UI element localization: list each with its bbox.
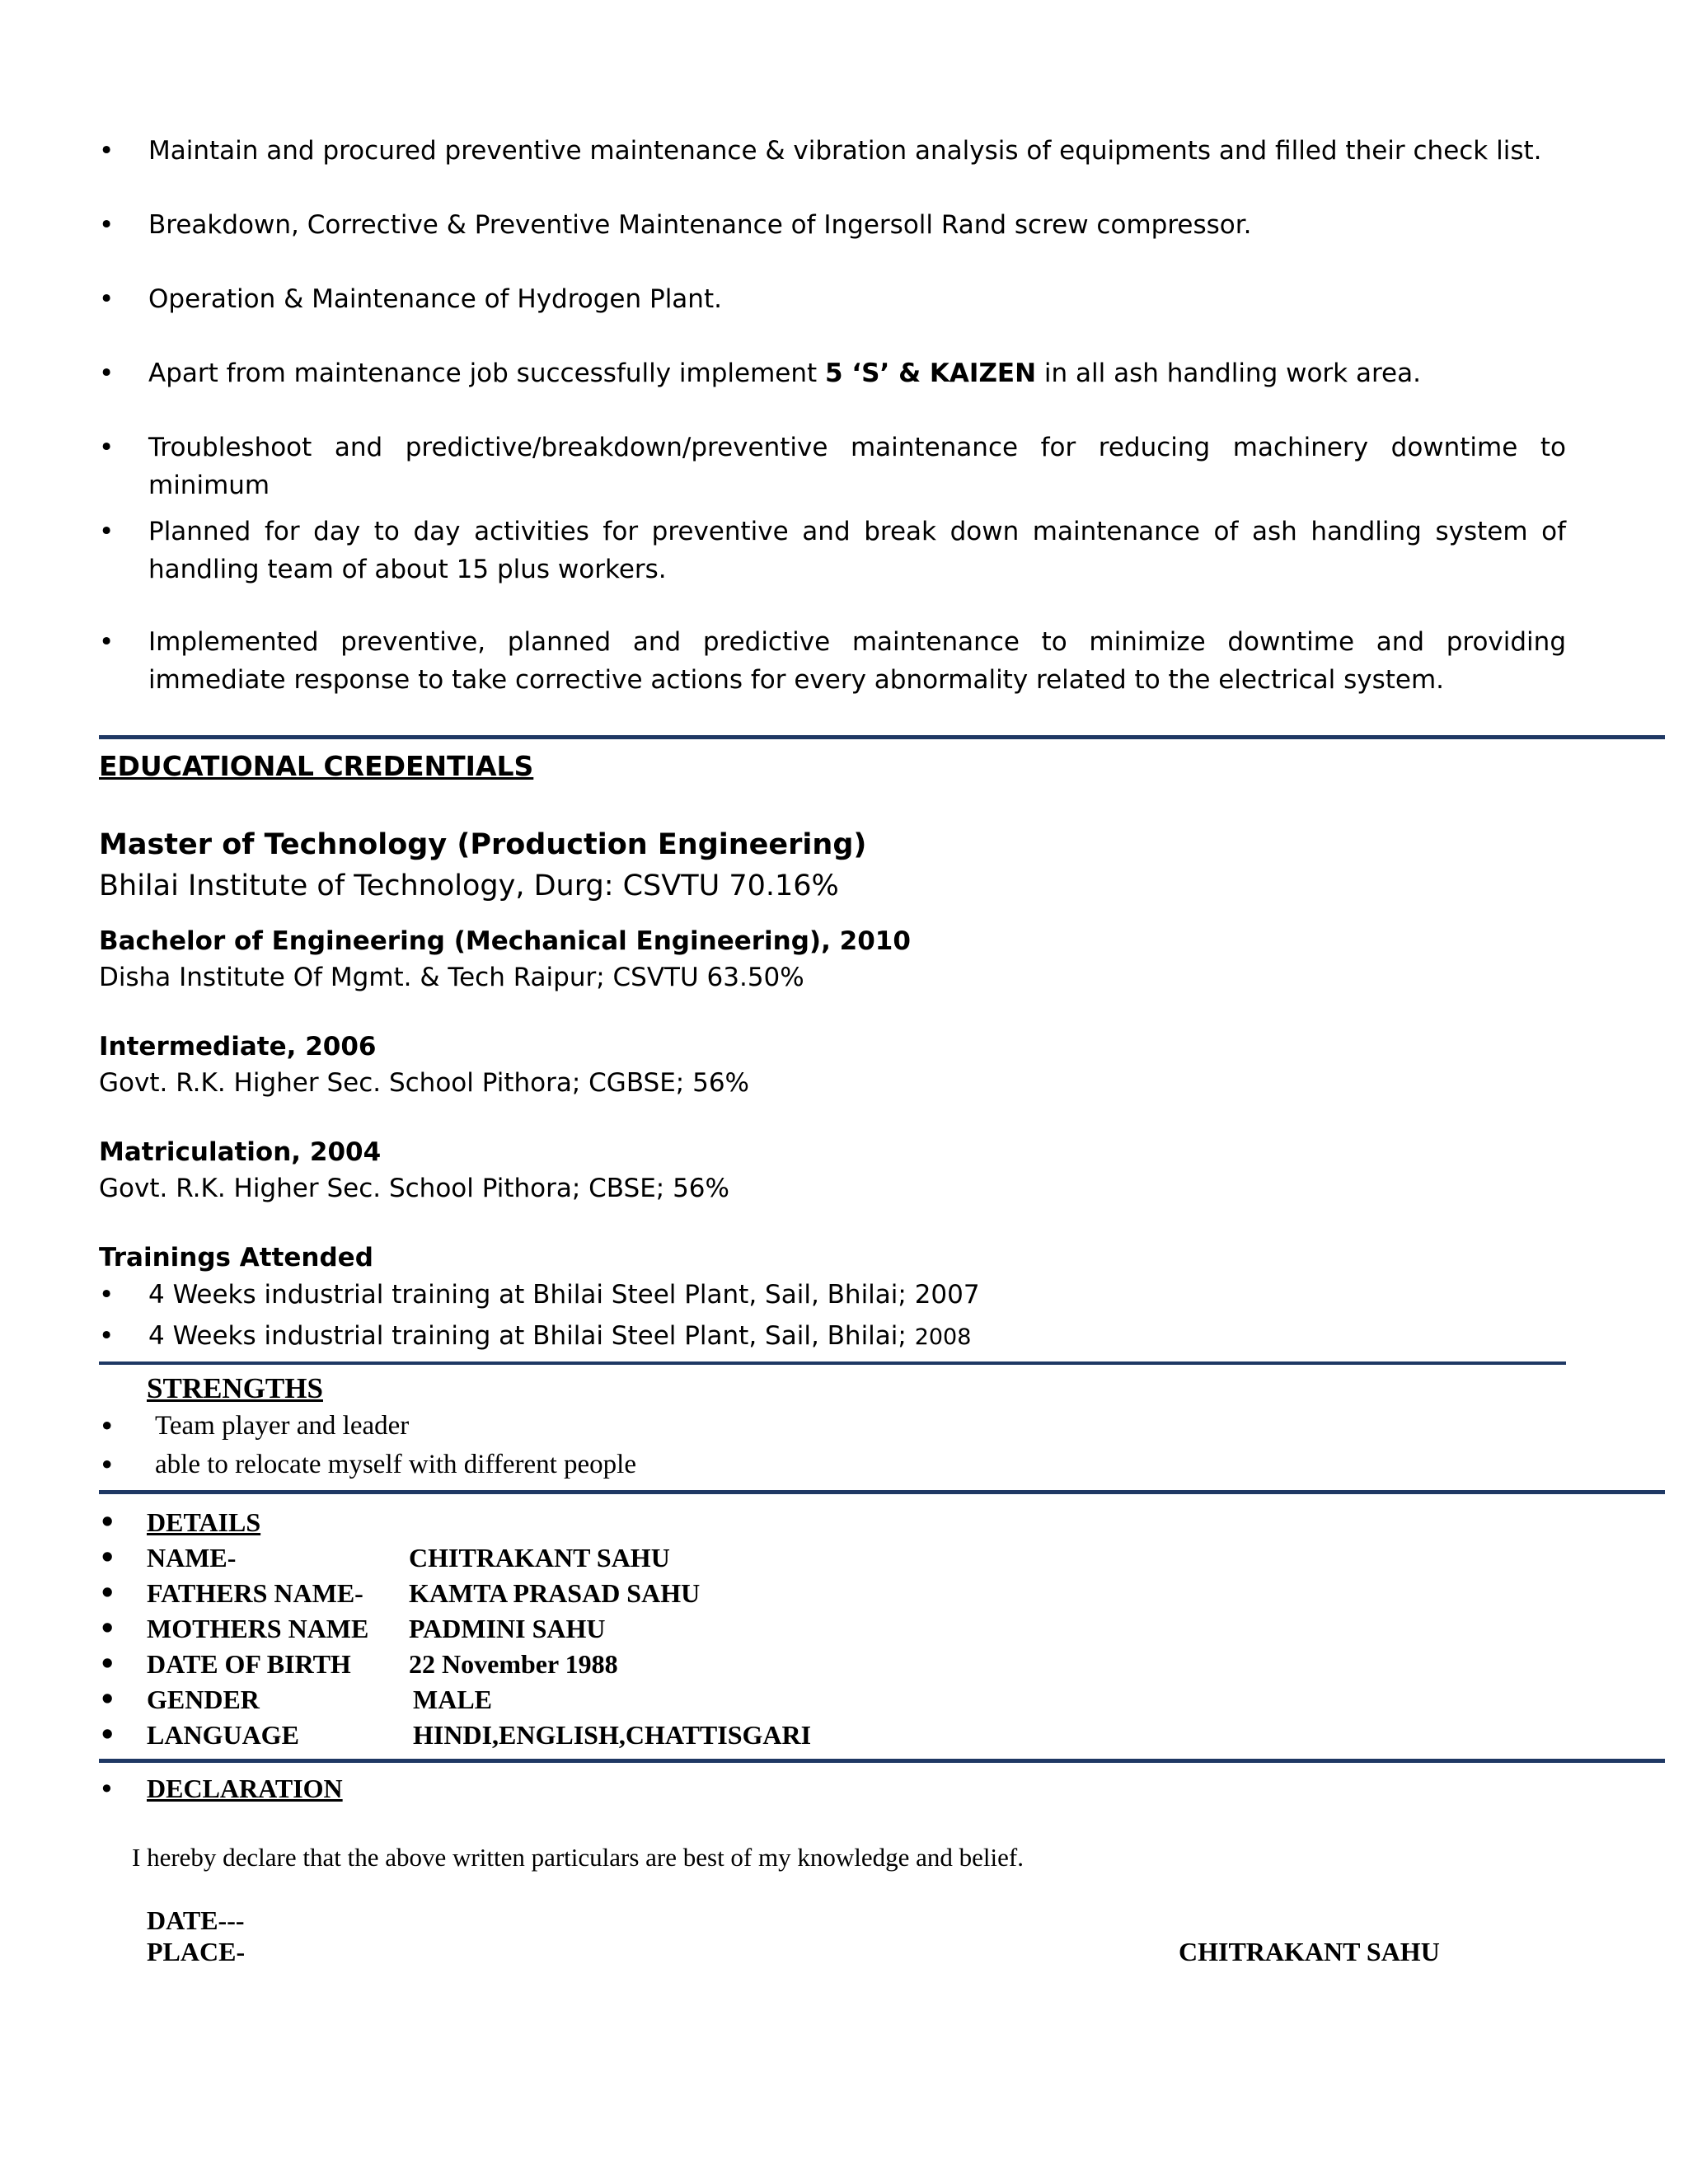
declaration-text: I hereby declare that the above written particulars are best of my knowledge and belief. (132, 1843, 1024, 1872)
degree-title: Master of Technology (Production Engineering) (99, 828, 867, 861)
signature-name: CHITRAKANT SAHU (1179, 1937, 1440, 1966)
bullet-icon: • (99, 1507, 116, 1538)
detail-row-language: • LANGUAGE HINDI,ENGLISH,CHATTISGARI (99, 1718, 811, 1753)
institution-name: Govt. R.K. Higher Sec. School Pithora; CBSE; 56% (99, 1174, 729, 1203)
place-label: PLACE- (147, 1937, 246, 1966)
bullet-icon: • (99, 1719, 116, 1750)
date-label: DATE--- (147, 1905, 245, 1935)
details-heading: • DETAILS (99, 1505, 811, 1540)
kaizen-highlight: 5 ‘S’ & KAIZEN (825, 359, 1037, 388)
section-divider (99, 1759, 1665, 1763)
experience-item: • Implemented preventive, planned and predictive maintenance to minimize downtime and providing immediate response to take corrective actions for every abnormality related to the electrical system. (99, 623, 1566, 699)
experience-item: • Operation & Maintenance of Hydrogen Plant. (99, 280, 1566, 318)
education-entry (99, 1029, 749, 1101)
bullet-icon: • (99, 1648, 116, 1680)
education-entry (99, 824, 866, 907)
bullet-icon: • (99, 1449, 115, 1481)
declaration-heading: • DECLARATION (99, 1774, 343, 1805)
detail-row-father: • FATHERS NAME- KAMTA PRASAD SAHU (99, 1576, 811, 1611)
bullet-icon: • (99, 1542, 116, 1573)
institution-name: Govt. R.K. Higher Sec. School Pithora; CGBSE; 56% (99, 1068, 750, 1098)
bullet-icon: • (99, 627, 115, 657)
detail-row-gender: • GENDER MALE (99, 1682, 811, 1718)
training-item: • 4 Weeks industrial training at Bhilai Steel Plant, Sail, Bhilai; 2007 (99, 1274, 980, 1315)
experience-item: • Breakdown, Corrective & Preventive Maintenance of Ingersoll Rand screw compressor. (99, 206, 1566, 244)
detail-row-dob: • DATE OF BIRTH 22 November 1988 (99, 1647, 811, 1682)
bullet-icon: • (99, 359, 115, 388)
bullet-icon: • (99, 210, 115, 240)
education-entry (99, 1134, 729, 1207)
bullet-icon: • (99, 1321, 115, 1351)
experience-item: • Planned for day to day activities for preventive and break down maintenance of ash handling system of handling team of about 15 plus workers. (99, 513, 1566, 588)
strength-item: • Team player and leader (99, 1407, 636, 1446)
bullet-icon: • (99, 433, 115, 462)
experience-item: • Apart from maintenance job successfully implement 5 ‘S’ & KAIZEN in all ash handling work area. (99, 354, 1566, 392)
experience-item: • Troubleshoot and predictive/breakdown/preventive maintenance for reducing machinery downtime to minimum (99, 429, 1566, 504)
trainings-heading: Trainings Attended (99, 1243, 373, 1272)
experience-list (99, 132, 1566, 699)
bullet-icon: • (99, 517, 115, 546)
bullet-icon: • (99, 1577, 116, 1609)
bullet-icon: • (99, 284, 115, 314)
detail-row-mother: • MOTHERS NAME PADMINI SAHU (99, 1611, 811, 1647)
education-heading: EDUCATIONAL CREDENTIALS (99, 750, 534, 782)
strength-item: • able to relocate myself with different people (99, 1446, 636, 1484)
bullet-icon: • (99, 136, 115, 166)
training-item: • 4 Weeks industrial training at Bhilai Steel Plant, Sail, Bhilai; 2008 (99, 1315, 980, 1358)
strengths-heading: STRENGTHS (147, 1372, 323, 1404)
section-divider (99, 1490, 1665, 1494)
degree-title: Matriculation, 2004 (99, 1137, 382, 1167)
detail-row-name: • NAME- CHITRAKANT SAHU (99, 1540, 811, 1576)
experience-item: • Maintain and procured preventive maintenance & vibration analysis of equipments and filled their check list. (99, 132, 1566, 170)
trainings-list (99, 1274, 980, 1358)
strengths-list (99, 1407, 636, 1484)
bullet-icon: • (99, 1410, 115, 1442)
bullet-icon: • (99, 1280, 115, 1310)
section-divider (99, 1361, 1566, 1365)
institution-name: Bhilai Institute of Technology, Durg: CSVTU 70.16% (99, 869, 839, 902)
institution-name: Disha Institute Of Mgmt. & Tech Raipur; CSVTU 63.50% (99, 963, 804, 992)
education-entry (99, 923, 911, 996)
section-divider (99, 735, 1665, 739)
bullet-icon: • (99, 1613, 116, 1644)
bullet-icon: • (99, 1684, 116, 1715)
details-list (99, 1505, 811, 1753)
bullet-icon: • (99, 1774, 115, 1805)
degree-title: Intermediate, 2006 (99, 1032, 377, 1062)
degree-title: Bachelor of Engineering (Mechanical Engineering), 2010 (99, 926, 911, 956)
trainings-block (99, 1240, 373, 1276)
